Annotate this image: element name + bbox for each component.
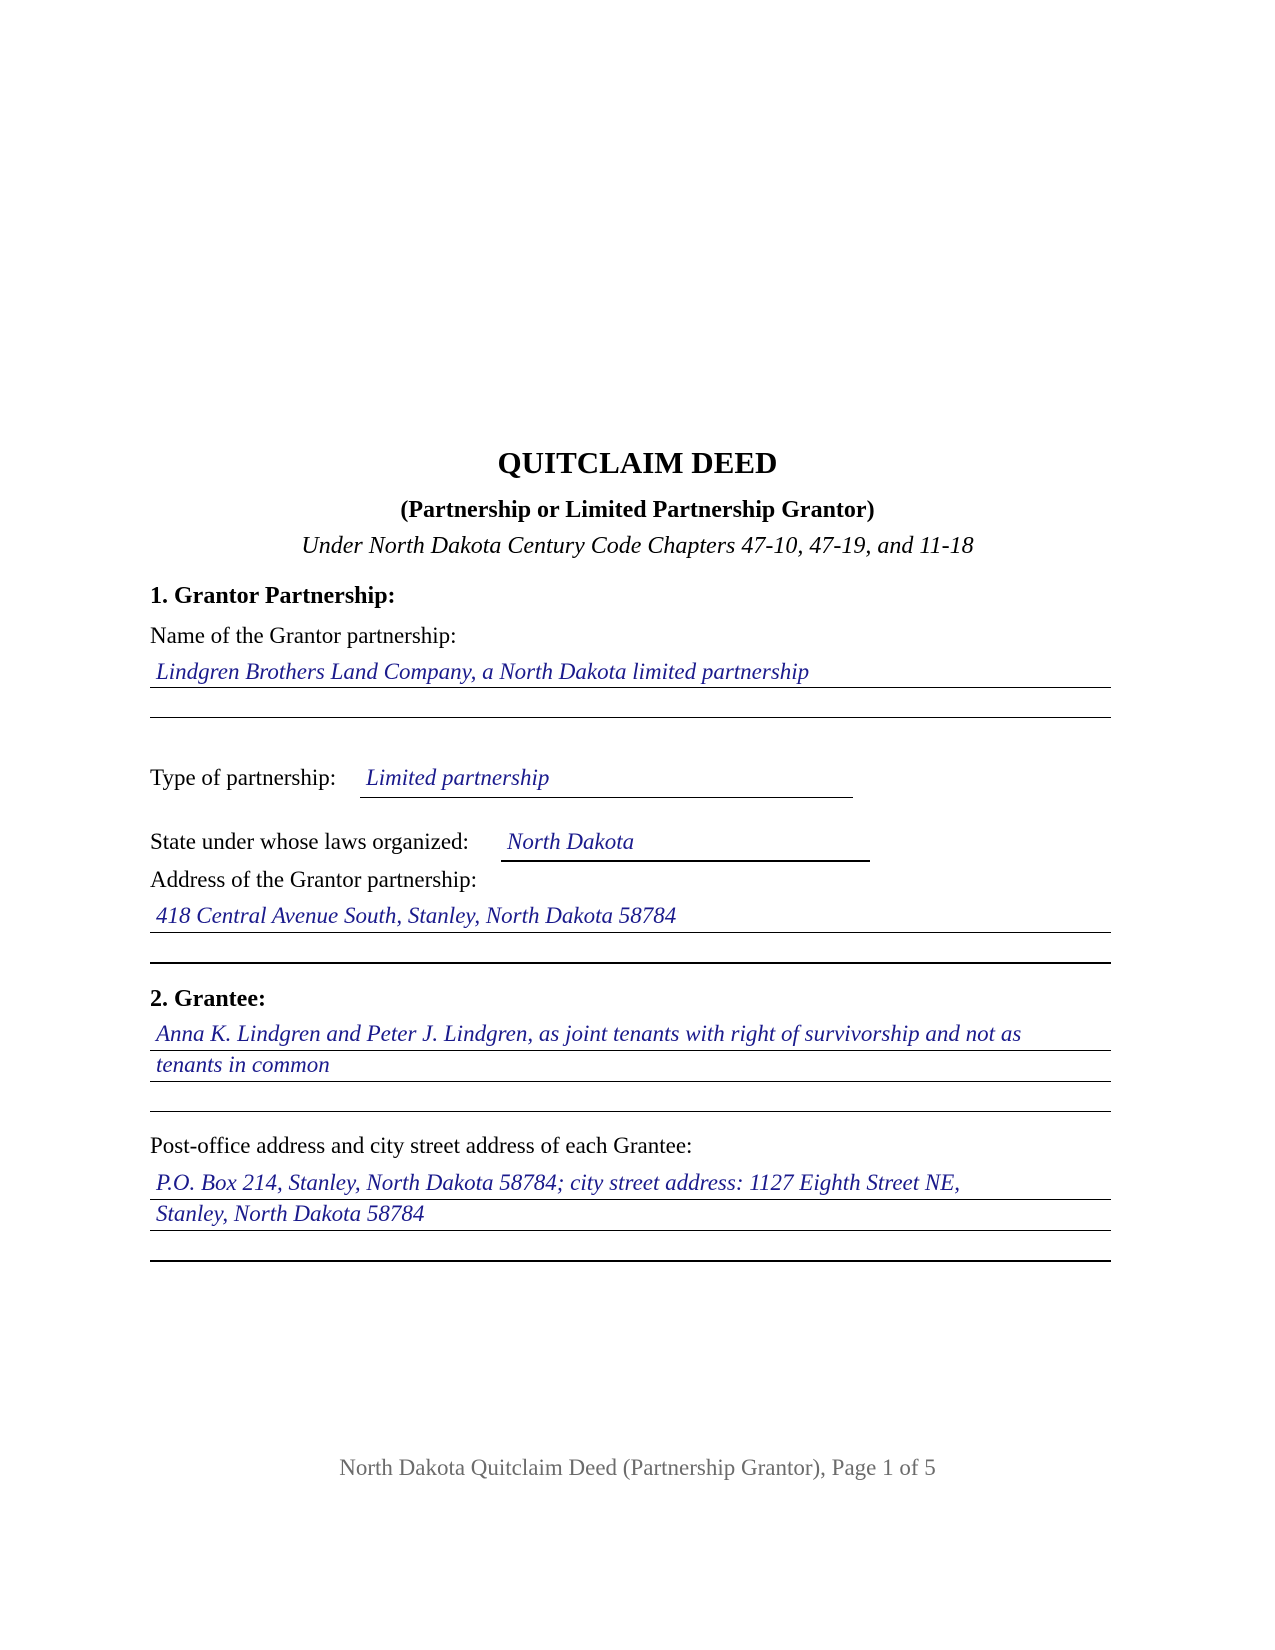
organizing-state-label: State under whose laws organized: [150,829,469,854]
grantor-name-underline-2 [150,717,1111,718]
grantee-postal-field-line1[interactable]: P.O. Box 214, Stanley, North Dakota 58784; city street address: 1127 Eighth Street NE, [156,1170,961,1195]
grantee-underline-1 [150,1050,1111,1051]
grantee-postal-underline-1 [150,1199,1111,1200]
grantor-address-underline-2 [150,962,1111,964]
partnership-type-field[interactable]: Limited partnership [366,765,550,790]
statutory-authority: Under North Dakota Century Code Chapters 47-10, 47-19, and 11-18 [301,533,974,559]
grantor-name-underline [150,687,1111,688]
grantee-postal-label: Post-office address and city street address of each Grantee: [150,1133,693,1158]
grantee-postal-underline-2 [150,1230,1111,1231]
partnership-type-underline [360,797,853,798]
grantor-address-field[interactable]: 418 Central Avenue South, Stanley, North Dakota 58784 [156,903,677,928]
organizing-state-underline [501,860,870,862]
grantee-postal-underline-3 [150,1260,1111,1262]
section-heading-grantor: 1. Grantor Partnership: [150,583,396,609]
section-heading-grantee: 2. Grantee: [150,986,266,1012]
partnership-type-label: Type of partnership: [150,765,337,790]
document-subtitle: (Partnership or Limited Partnership Grantor) [400,497,875,523]
grantor-address-label: Address of the Grantor partnership: [150,867,478,892]
grantee-postal-field-line2[interactable]: Stanley, North Dakota 58784 [156,1201,425,1226]
document-title: QUITCLAIM DEED [497,445,778,480]
grantee-names-field-line2[interactable]: tenants in common [156,1052,330,1077]
grantor-name-label: Name of the Grantor partnership: [150,623,457,648]
grantor-address-underline [150,932,1111,933]
grantee-underline-2 [150,1081,1111,1082]
page-footer: North Dakota Quitclaim Deed (Partnership Grantor), Page 1 of 5 [339,1455,936,1480]
grantor-name-field[interactable]: Lindgren Brothers Land Company, a North Dakota limited partnership [156,659,810,684]
grantee-names-field-line1[interactable]: Anna K. Lindgren and Peter J. Lindgren, as joint tenants with right of survivorship and not as [156,1021,1022,1046]
organizing-state-field[interactable]: North Dakota [507,829,635,854]
grantee-underline-3 [150,1111,1111,1112]
